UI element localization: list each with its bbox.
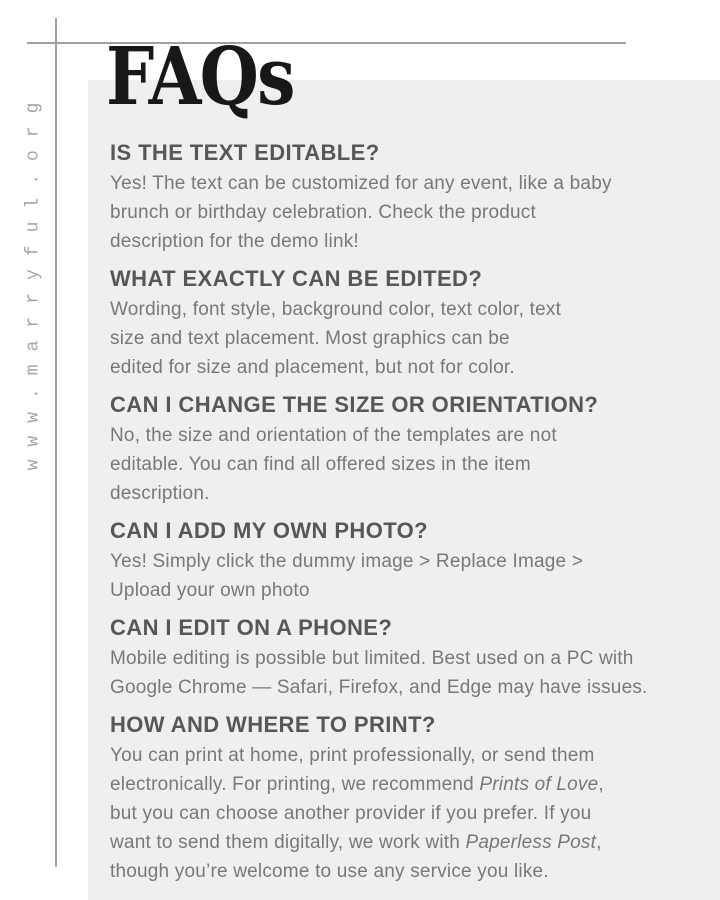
- answer-italic-segment: Prints of Love: [479, 774, 599, 795]
- faq-answer-line: [110, 324, 695, 353]
- faq-answer: [110, 421, 695, 508]
- faq-answer: [110, 741, 695, 886]
- answer-text-segment: You can print at home, print professionally, or send them: [110, 745, 595, 766]
- answer-text-segment: size and text placement. Most graphics can be: [110, 328, 510, 349]
- faq-item: [110, 391, 695, 508]
- crosshair-vertical-line: [55, 18, 57, 867]
- answer-text-segment: edited for size and placement, but not for color.: [110, 357, 515, 378]
- faq-item: [110, 711, 695, 886]
- answer-text-segment: Yes! The text can be customized for any event, like a baby: [110, 173, 612, 194]
- faq-question: CAN I CHANGE THE SIZE OR ORIENTATION?: [110, 392, 599, 417]
- faq-answer: [110, 169, 695, 256]
- answer-text-segment: Wording, font style, background color, text color, text: [110, 299, 562, 320]
- faq-item: [110, 614, 695, 702]
- answer-text-segment: though you’re welcome to use any service you like.: [110, 861, 549, 882]
- answer-text-segment: Google Chrome — Safari, Firefox, and Edge may have issues.: [110, 677, 648, 698]
- website-url-text: www.marryful.org: [23, 89, 44, 471]
- answer-italic-segment: Paperless Post: [465, 832, 597, 853]
- answer-text-segment: electronically. For printing, we recommend: [110, 774, 480, 795]
- answer-text-segment: Upload your own photo: [110, 580, 310, 601]
- faq-answer-line: [110, 673, 695, 702]
- faq-answer: [110, 547, 695, 605]
- faq-list: [110, 139, 695, 895]
- faq-answer-line: [110, 353, 695, 382]
- answer-text-segment: Yes! Simply click the dummy image > Replace Image >: [110, 551, 584, 572]
- answer-text-segment: want to send them digitally, we work with: [110, 832, 466, 853]
- faq-answer-line: [110, 227, 695, 256]
- faq-answer-line: [110, 799, 695, 828]
- answer-text-segment: ,: [598, 774, 604, 795]
- answer-text-segment: Mobile editing is possible but limited. Best used on a PC with: [110, 648, 634, 669]
- faq-question: IS THE TEXT EDITABLE?: [110, 140, 380, 165]
- faq-answer-line: [110, 828, 695, 857]
- faq-question: HOW AND WHERE TO PRINT?: [110, 712, 436, 737]
- faq-answer-line: [110, 450, 695, 479]
- faq-question: CAN I ADD MY OWN PHOTO?: [110, 518, 429, 543]
- faq-answer-line: [110, 479, 695, 508]
- faq-answer: [110, 295, 695, 382]
- faq-item: [110, 517, 695, 605]
- faq-question: WHAT EXACTLY CAN BE EDITED?: [110, 266, 483, 291]
- faq-answer-line: [110, 547, 695, 576]
- answer-text-segment: No, the size and orientation of the templates are not: [110, 425, 557, 446]
- faq-answer-line: [110, 421, 695, 450]
- page-title: FAQs: [106, 29, 294, 123]
- answer-text-segment: ,: [596, 832, 602, 853]
- faq-answer-line: [110, 576, 695, 605]
- faq-answer: [110, 644, 695, 702]
- faq-answer-line: [110, 770, 695, 799]
- faq-item: [110, 139, 695, 256]
- faq-item: [110, 265, 695, 382]
- faq-answer-line: [110, 741, 695, 770]
- faq-answer-line: [110, 295, 695, 324]
- answer-text-segment: brunch or birthday celebration. Check the product: [110, 202, 536, 223]
- answer-text-segment: but you can choose another provider if you prefer. If you: [110, 803, 592, 824]
- faq-question: CAN I EDIT ON A PHONE?: [110, 615, 393, 640]
- faq-answer-line: [110, 169, 695, 198]
- faq-answer-line: [110, 198, 695, 227]
- answer-text-segment: description for the demo link!: [110, 231, 359, 252]
- answer-text-segment: editable. You can find all offered sizes in the item: [110, 454, 531, 475]
- answer-text-segment: description.: [110, 483, 210, 504]
- faq-answer-line: [110, 644, 695, 673]
- faq-answer-line: [110, 857, 695, 886]
